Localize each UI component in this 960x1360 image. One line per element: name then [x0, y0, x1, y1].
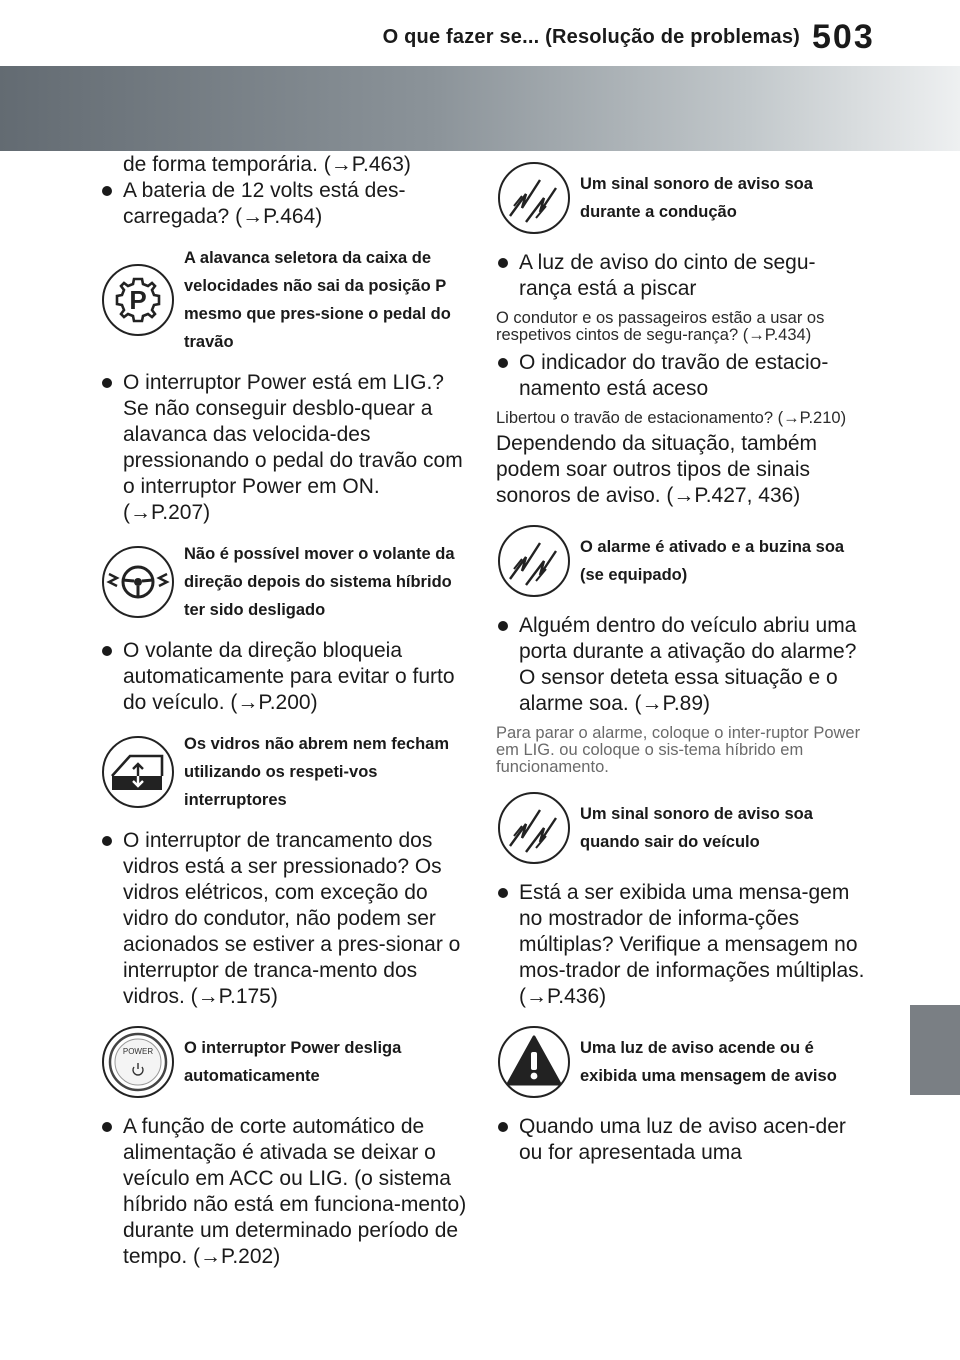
section-shift-lever: [100, 244, 470, 356]
section-title-steering: Não é possível mover o volante da direção depois do sistema híbrido ter sido desligado: [184, 545, 455, 619]
bullet-message: Está a ser exibida uma mensa-gem no mostrador de informa-ções múltiplas? Verifique a mensagem no mos-trador de informações múltiplas. (→P.436): [496, 880, 866, 1010]
buzzer-icon: [496, 523, 572, 599]
power-button-label: POWER: [122, 1047, 154, 1056]
bullet-parking-brake: O indicador do travão de estacio-namento está aceso: [496, 350, 866, 402]
section-warning-light: [496, 1024, 866, 1100]
bullet-warning-light: Quando uma luz de aviso acen-der ou for apresentada uma: [496, 1114, 866, 1166]
steering-lock-icon: [100, 544, 176, 620]
intro-line: de forma temporária. (→P.463): [123, 153, 411, 176]
bullet-seatbelt: A luz de aviso do cinto de segu-rança está a piscar: [496, 250, 866, 302]
section-power-off: [100, 1024, 470, 1100]
section-title-power-off: O interruptor Power desliga automaticamente: [184, 1039, 402, 1085]
power-button-icon: [100, 1024, 176, 1100]
section-windows: [100, 730, 470, 814]
section-title-driving-buzzer: Um sinal sonoro de aviso soa durante a condução: [580, 175, 813, 221]
buzzer-icon: [496, 790, 572, 866]
power-window-icon: [100, 734, 176, 810]
right-column: [496, 160, 866, 1166]
section-title-shift: A alavanca seletora da caixa de velocidades não sai da posição P mesmo que pres-sione o pedal do travão: [184, 249, 451, 351]
bullet-power-lig: O interruptor Power está em LIG.? Se não conseguir desblo-quear a alavanca das velocida-des pressionando o pedal do travão com o interruptor Power em ON. (→P.207): [100, 370, 470, 526]
bullet-window-lock: O interruptor de trancamento dos vidros está a ser pressionado? Os vidros elétricos, com exceção do vidro do condutor, não podem ser acionados se estiver a pres-sionar o interruptor de tranca-mento dos vidros. (→P.175): [100, 828, 470, 1010]
section-exit-buzzer: [496, 790, 866, 866]
section-title-alarm: O alarme é ativado e a buzina soa (se equipado): [580, 538, 845, 584]
parking-note: Libertou o travão de estacionamento? (→P.210): [496, 409, 847, 427]
seatbelt-note: O condutor e os passageiros estão a usar os respetivos cintos de segu-rança? (→P.434): [496, 309, 825, 344]
section-title-warning-light: Uma luz de aviso acende ou é exibida uma mensagem de aviso: [580, 1039, 837, 1085]
page-number: 503: [812, 18, 875, 56]
warning-triangle-icon: [496, 1024, 572, 1100]
bullet-auto-off: A função de corte automático de alimentação é ativada se deixar o veículo em ACC ou LIG. (o sistema híbrido não está em funciona-mento) durante um determinado período de tempo. (→P.202): [100, 1114, 470, 1270]
section-alarm: [496, 523, 866, 599]
buzzer-icon: [496, 160, 572, 236]
bullet-alarm: Alguém dentro do veículo abriu uma porta durante a ativação do alarme? O sensor deteta essa situação e o alarme soa. (→P.89): [496, 613, 866, 717]
section-title-exit-buzzer: Um sinal sonoro de aviso soa quando sair do veículo: [580, 805, 813, 851]
bullet-battery: A bateria de 12 volts está des-carregada? (→P.464): [100, 178, 470, 230]
bullet-steering: O volante da direção bloqueia automaticamente para evitar o furto do veículo. (→P.200): [100, 638, 470, 716]
header-band: [0, 66, 960, 151]
section-steering: [100, 540, 470, 624]
alarm-note: Para parar o alarme, coloque o inter-ruptor Power em LIG. ou coloque o sis-tema híbrido em funcionamento.: [496, 724, 861, 776]
chapter-tab: [910, 1005, 960, 1095]
other-sounds-text: Dependendo da situação, também podem soar outros tipos de sinais sonoros de aviso. (→P.427, 436): [496, 432, 818, 507]
section-title-windows: Os vidros não abrem nem fecham utilizando os respeti-vos interruptores: [184, 735, 450, 809]
svg-text:P: P: [129, 285, 147, 315]
left-column: [100, 152, 470, 1270]
section-driving-buzzer: [496, 160, 866, 236]
header-title: O que fazer se... (Resolução de problemas): [382, 26, 800, 48]
gear-p-icon: [100, 262, 176, 338]
